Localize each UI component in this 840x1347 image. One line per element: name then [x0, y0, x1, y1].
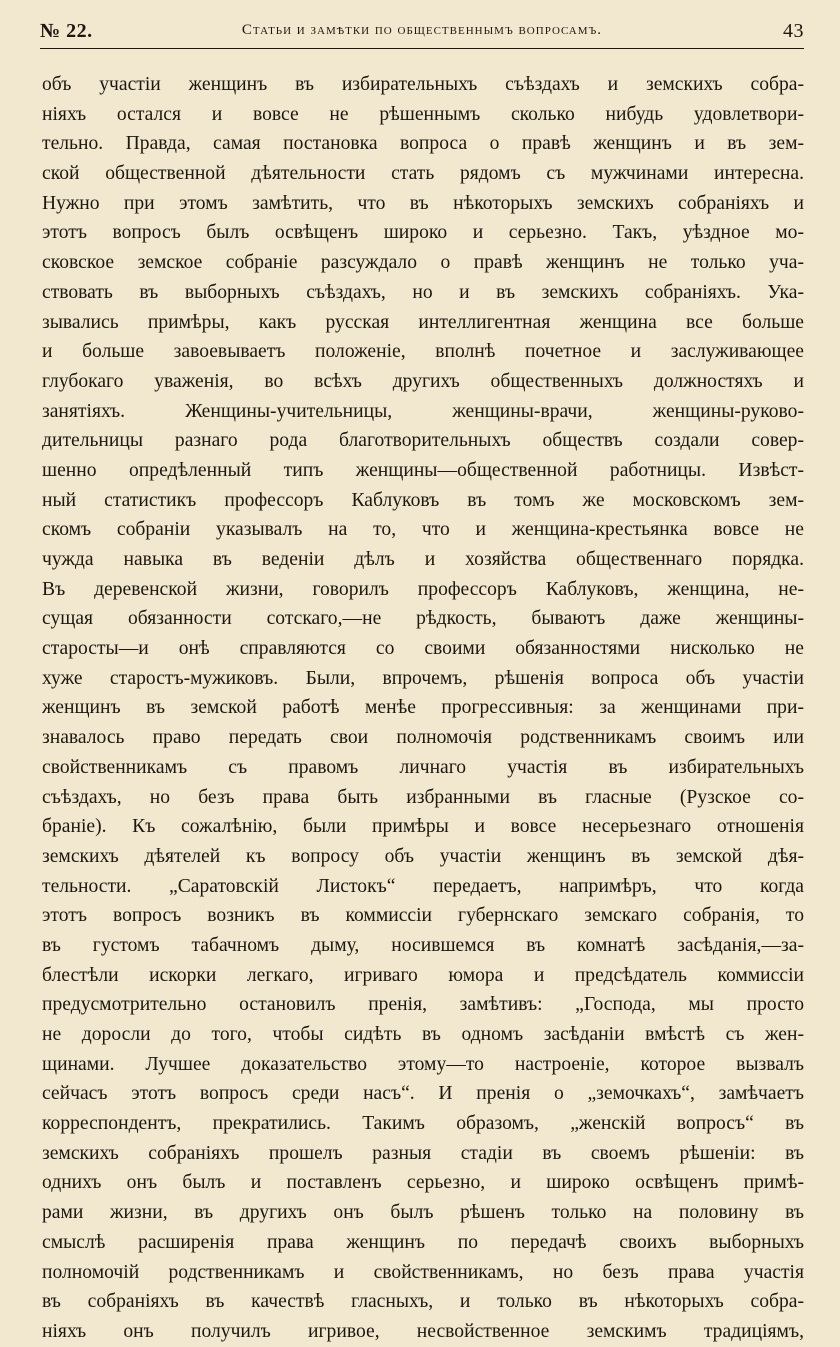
text-line: Въ деревенской жизни, говорилъ профессоръ Каблуковъ, женщина, не-: [42, 578, 804, 600]
text-line: этотъ вопросъ былъ освѣщенъ широко и серьезно. Такъ, уѣздное мо-: [42, 222, 804, 244]
text-line: ствовать въ выборныхъ съѣздахъ, но и въ земскихъ собранiяхъ. Ука-: [42, 281, 804, 303]
text-line: занятiяхъ. Женщины-учительницы, женщины-врачи, женщины-руково-: [42, 400, 804, 422]
text-line: шенно опредѣленный типъ женщины—общественной работницы. Извѣст-: [42, 459, 804, 481]
text-line: въ густомъ табачномъ дыму, носившемся въ комнатѣ засѣданiя,—за-: [42, 934, 804, 956]
running-header: [40, 16, 804, 48]
text-line: предусмотрительно остановилъ пренiя, замѣтивъ: „Господа, мы просто: [42, 994, 804, 1016]
text-line: ской общественной дѣятельности стать рядомъ съ мужчинами интересна.: [42, 163, 804, 185]
text-line: старосты—и онѣ справляются со своими обязанностями нисколько не: [42, 638, 804, 660]
text-line: полномочiй родственникамъ и свойственникамъ, но безъ права участiя: [42, 1261, 804, 1283]
text-line: дительницы разнаго рода благотворительныхъ обществъ создали совер-: [42, 430, 804, 452]
text-line: бранiе). Къ сожалѣнiю, были примѣры и вовсе несерьезнаго отношенiя: [42, 816, 804, 838]
text-line: корреспондентъ, прекратились. Такимъ образомъ, „женскiй вопросъ“ въ: [42, 1113, 804, 1135]
page-number: 43: [783, 20, 804, 42]
article-body: [42, 70, 804, 1347]
text-line: рами жизни, въ другихъ онъ былъ рѣшенъ только на половину въ: [42, 1202, 804, 1224]
text-line: знавалось право передать свои полномочiя родственникамъ своимъ или: [42, 727, 804, 749]
text-line: сейчасъ этотъ вопросъ среди насъ“. И пренiя о „земочкахъ“, замѣчаетъ: [42, 1083, 804, 1105]
text-line: Нужно при этомъ замѣтить, что въ нѣкоторыхъ земскихъ собранiяхъ и: [42, 192, 804, 214]
text-line: сковское земское собранiе разсуждало о правѣ женщинъ не только уча-: [42, 252, 804, 274]
text-line: блестѣли искорки легкаго, игриваго юмора и предсѣдатель коммиссiи: [42, 964, 804, 986]
text-line: скомъ собранiи указывалъ на то, что и женщина-крестьянка вовсе не: [42, 519, 804, 541]
text-line: сущая обязанности сотскаго,—не рѣдкость, бываютъ даже женщины-: [42, 608, 804, 630]
text-line: съѣздахъ, но безъ права быть избранными въ гласные (Рузское со-: [42, 786, 804, 808]
text-line: зывались примѣры, какъ русская интеллигентная женщина все больше: [42, 311, 804, 333]
header-rule: [40, 48, 804, 49]
section-title: Статьи и замѣтки по общественнымъ вопросамъ.: [241, 22, 603, 38]
text-line: свойственникамъ съ правомъ личнаго участiя въ избирательныхъ: [42, 756, 804, 778]
text-line: тельности. „Саратовскiй Листокъ“ передаетъ, напримѣръ, что когда: [42, 875, 804, 897]
text-line: щинами. Лучшее доказательство этому—то настроенiе, которое вызвалъ: [42, 1053, 804, 1075]
text-line: тельно. Правда, самая постановка вопроса о правѣ женщинъ и въ зем-: [42, 133, 804, 155]
text-line: земскихъ собранiяхъ прошелъ разныя стадiи въ своемъ рѣшенiи: въ: [42, 1142, 804, 1164]
text-line: нiяхъ остался и вовсе не рѣшеннымъ сколько нибудь удовлетвори-: [42, 103, 804, 125]
text-line: нiяхъ онъ получилъ игривое, несвойственное земскимъ традицiямъ,: [42, 1320, 804, 1342]
text-line: женщинъ въ земской работѣ менѣе прогрессивныя: за женщинами при-: [42, 697, 804, 719]
text-line: чужда навыка въ веденiи дѣлъ и хозяйства общественнаго порядка.: [42, 549, 804, 570]
text-line: ный статистикъ профессоръ Каблуковъ въ томъ же московскомъ зем-: [42, 489, 804, 511]
text-line: объ участiи женщинъ въ избирательныхъ съѣздахъ и земскихъ собра-: [42, 74, 804, 95]
text-line: глубокаго уваженiя, во всѣхъ другихъ общественныхъ должностяхъ и: [42, 370, 804, 392]
text-line: смыслѣ расширенiя права женщинъ по передачѣ своихъ выборныхъ: [42, 1231, 804, 1253]
text-line: и больше завоевываетъ положенiе, вполнѣ почетное и заслуживающее: [42, 341, 804, 363]
text-line: хуже старостъ-мужиковъ. Были, впрочемъ, рѣшенiя вопроса объ участiи: [42, 667, 804, 689]
text-line: этотъ вопросъ возникъ въ коммиссiи губернскаго земскаго собранiя, то: [42, 905, 804, 927]
text-line: не доросли до того, чтобы сидѣть въ одномъ засѣданiи вмѣстѣ съ жен-: [42, 1024, 804, 1045]
issue-number: № 22.: [40, 20, 93, 42]
text-line: однихъ онъ былъ и поставленъ серьезно, и широко освѣщенъ примѣ-: [42, 1172, 804, 1194]
text-line: въ собранiяхъ въ качествѣ гласныхъ, и только въ нѣкоторыхъ собра-: [42, 1291, 804, 1313]
text-line: земскихъ дѣятелей къ вопросу объ участiи женщинъ въ земской дѣя-: [42, 845, 804, 867]
